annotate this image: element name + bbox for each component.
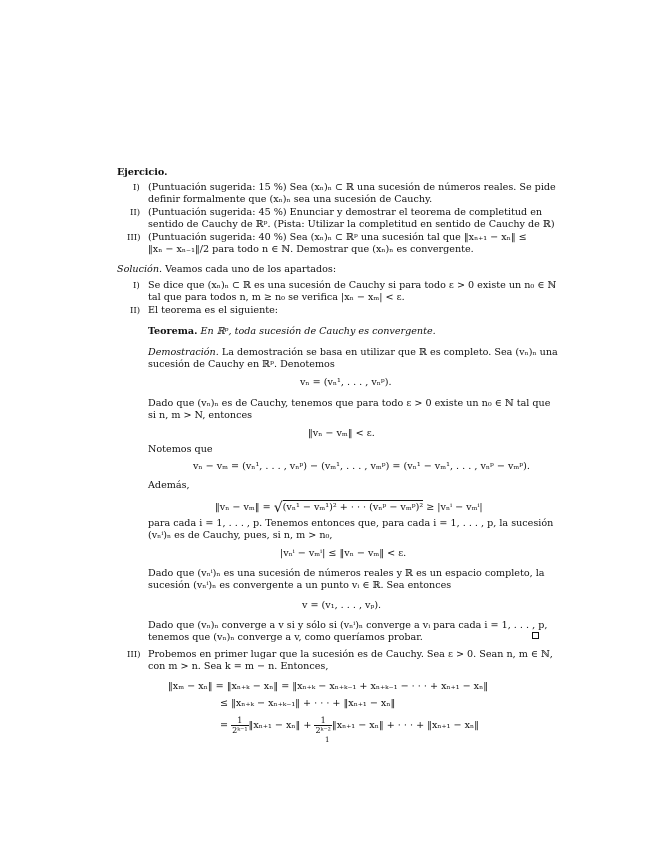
proof-line: tenemos que (vₙ)ₙ converge a v, como queríamos probar. xyxy=(148,632,423,643)
solution-text: con m > n. Sea k = m − n. Entonces, xyxy=(148,661,329,672)
solution-intro-text: Veamos cada uno de los apartados: xyxy=(165,264,337,275)
sqrt-radicand: (vₙ¹ − vₘ¹)² + · · · (vₙᵖ − vₘᵖ)² xyxy=(282,502,424,513)
enunciado-text: definir formalmente que (xₙ)ₙ sea una sucesión de Cauchy. xyxy=(148,194,433,205)
item-label: I) xyxy=(133,183,140,193)
proof-line: sucesión de Cauchy en ℝᵖ. Denotemos xyxy=(148,359,335,370)
fraction-numerator: 1 xyxy=(231,716,248,726)
solution-text: Se dice que (xₙ)ₙ ⊂ ℝ es una sucesión de Cauchy si para todo ε > 0 existe un n₀ ∈ ℕ xyxy=(148,280,557,291)
solution-text: tal que para todos n, m ≥ n₀ se verifica |xₙ − xₘ| < ε. xyxy=(148,292,405,303)
proof-line: sucesión (vₙⁱ)ₙ es convergente a un punto vᵢ ∈ ℝ. Sea entonces xyxy=(148,580,452,591)
equation-part: = xyxy=(220,720,229,731)
equation: ‖xₘ − xₙ‖ = ‖xₙ₊ₖ − xₙ‖ = ‖xₙ₊ₖ − xₙ₊ₖ₋₁ + xₙ₊ₖ₋₁ − · · · + xₙ₊₁ − xₙ‖ xyxy=(168,681,489,692)
proof-line: Dado que (vₙ)ₙ converge a v si y sólo si (vₙⁱ)ₙ converge a vᵢ para cada i = 1, . . . , p, xyxy=(148,620,548,631)
proof-label: Demostración. xyxy=(148,347,219,358)
theorem xyxy=(148,326,436,337)
equation xyxy=(220,716,479,735)
equation: |vₙⁱ − vₘⁱ| ≤ ‖vₙ − vₘ‖ < ε. xyxy=(280,548,407,559)
theorem-text: En ℝᵖ, toda sucesión de Cauchy es convergente. xyxy=(200,326,436,337)
proof-line: (vₙⁱ)ₙ es de Cauchy, pues, si n, m > n₀, xyxy=(148,530,333,541)
enunciado-text: (Puntuación sugerida: 45 %) Enunciar y demostrar el teorema de completitud en xyxy=(148,207,543,218)
proof-line: si n, m > N, entonces xyxy=(148,410,253,421)
solution-text: El teorema es el siguiente: xyxy=(148,305,279,316)
enunciado-text: (Puntuación sugerida: 15 %) Sea (xₙ)ₙ ⊂ ℝ una sucesión de números reales. Se pide xyxy=(148,182,556,193)
equation: ≤ ‖xₙ₊ₖ − xₙ₊ₖ₋₁‖ + · · · + ‖xₙ₊₁ − xₙ‖ xyxy=(220,698,396,709)
fraction-denominator: 2ᵏ⁻² xyxy=(315,726,331,735)
equation-part: ‖xₙ₊₁ − xₙ‖ + · · · + ‖xₙ₊₁ − xₙ‖ xyxy=(331,720,479,731)
equation-part: ‖xₙ₊₁ − xₙ‖ + xyxy=(248,720,315,731)
proof-line: Dado que (vₙ)ₙ es de Cauchy, tenemos que para todo ε > 0 existe un n₀ ∈ ℕ tal que xyxy=(148,398,551,409)
enunciado-text: ‖xₙ − xₙ₋₁‖/2 para todo n ∈ ℕ. Demostrar que (xₙ)ₙ es convergente. xyxy=(148,244,474,255)
sqrt-symbol: √ xyxy=(273,500,283,516)
fraction xyxy=(231,716,248,735)
fraction-denominator: 2ᵏ⁻¹ xyxy=(232,726,248,735)
page-number: 1 xyxy=(325,736,330,744)
proof-line: Dado que (vₙⁱ)ₙ es una sucesión de números reales y ℝ es un espacio completo, la xyxy=(148,568,545,579)
solution-label: Solución. xyxy=(117,264,163,275)
proof-line: La demostración se basa en utilizar que ℝ es completo. Sea (vₙ)ₙ una xyxy=(221,347,558,358)
enunciado-text: (Puntuación sugerida: 40 %) Sea (xₙ)ₙ ⊂ ℝᵖ una sucesión tal que ‖xₙ₊₁ − xₙ‖ ≤ xyxy=(148,232,527,243)
item-label: III) xyxy=(127,650,141,660)
item-label: I) xyxy=(133,281,140,291)
equation: vₙ − vₘ = (vₙ¹, . . . , vₙᵖ) − (vₘ¹, . . . , vₘᵖ) = (vₙ¹ − vₘ¹, . . . , vₙᵖ − vₘᵖ). xyxy=(193,461,530,472)
item-label: II) xyxy=(130,306,141,316)
qed-symbol xyxy=(532,632,539,639)
proof-line: Notemos que xyxy=(148,444,213,455)
equation: v = (v₁, . . . , vₚ). xyxy=(302,600,382,611)
solution-text: Probemos en primer lugar que la sucesión es de Cauchy. Sea ε > 0. Sean n, m ∈ ℕ, xyxy=(148,649,553,660)
equation-part: ‖vₙ − vₘ‖ = xyxy=(215,502,274,513)
proof-line: Además, xyxy=(148,480,190,491)
item-label: III) xyxy=(127,233,141,243)
equation: vₙ = (vₙ¹, . . . , vₙᵖ). xyxy=(300,377,392,388)
theorem-label: Teorema. xyxy=(148,326,198,337)
fraction xyxy=(314,716,331,735)
solution-intro xyxy=(117,264,336,275)
item-label: II) xyxy=(130,208,141,218)
equation xyxy=(215,500,483,514)
exercise-heading: Ejercicio. xyxy=(117,167,168,178)
fraction-numerator: 1 xyxy=(314,716,331,726)
equation-part: ≥ |vₙⁱ − vₘⁱ| xyxy=(423,502,483,513)
equation: ‖vₙ − vₘ‖ < ε. xyxy=(308,428,375,439)
enunciado-text: sentido de Cauchy de ℝᵖ. (Pista: Utilizar la completitud en sentido de Cauchy de ℝ) xyxy=(148,219,555,230)
proof-text xyxy=(148,347,558,358)
proof-line: para cada i = 1, . . . , p. Tenemos entonces que, para cada i = 1, . . . , p, la sucesión xyxy=(148,518,554,529)
